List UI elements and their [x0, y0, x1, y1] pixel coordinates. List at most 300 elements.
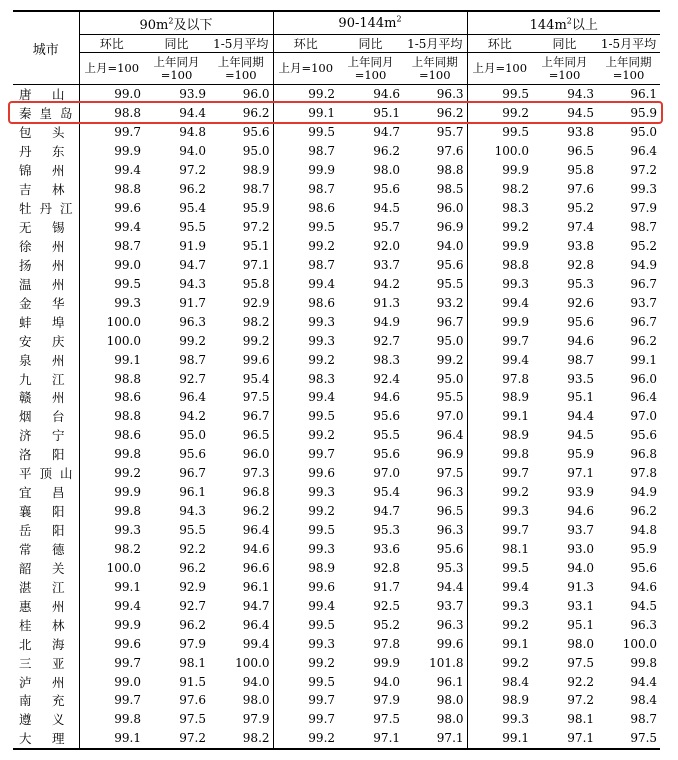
value-cell: 95.6	[630, 560, 658, 575]
value-cell: 94.9	[630, 485, 658, 500]
city-cell: 桂林	[19, 617, 65, 633]
value-cell: 97.8	[630, 466, 658, 481]
value-cell: 94.2	[373, 276, 401, 291]
value-cell: 98.9	[467, 691, 532, 710]
value-cell: 98.3	[373, 352, 401, 367]
value-cell: 92.7	[179, 371, 206, 386]
value-cell: 95.6	[373, 447, 401, 462]
value-cell: 96.4	[630, 390, 658, 405]
table-row	[13, 710, 660, 729]
value-cell: 99.4	[467, 293, 532, 312]
highlight-box	[8, 101, 663, 124]
value-cell: 91.5	[179, 674, 206, 689]
value-cell: 99.5	[467, 123, 532, 142]
value-cell: 95.0	[436, 371, 464, 386]
value-cell: 91.7	[179, 295, 206, 310]
value-cell: 97.5	[373, 712, 401, 727]
value-cell: 94.0	[436, 238, 464, 253]
value-cell: 96.4	[242, 617, 270, 632]
value-cell: 99.2	[273, 85, 338, 104]
value-cell: 96.7	[630, 276, 658, 291]
value-cell: 96.1	[630, 87, 658, 102]
value-cell: 96.3	[436, 617, 464, 632]
sub-header-cell: 环比	[79, 35, 144, 53]
value-cell: 99.5	[79, 274, 144, 293]
value-cell: 95.0	[242, 144, 270, 159]
value-cell: 95.5	[373, 428, 401, 443]
city-cell: 徐州	[19, 238, 65, 254]
value-cell: 94.8	[179, 125, 206, 140]
value-cell: 96.9	[436, 447, 464, 462]
value-cell: 97.8	[373, 636, 401, 651]
city-cell: 泸州	[19, 674, 65, 690]
value-cell: 96.3	[436, 87, 464, 102]
city-cell: 秦皇岛	[19, 106, 73, 122]
value-cell: 97.0	[630, 409, 658, 424]
city-cell: 牡丹江	[19, 201, 73, 217]
sub-header-cell: 同比	[532, 35, 597, 53]
value-cell: 98.1	[467, 540, 532, 559]
value-cell: 98.8	[436, 163, 464, 178]
value-cell: 99.7	[467, 521, 532, 540]
value-cell: 98.6	[79, 426, 144, 445]
sub-header-cell: 1-5月平均	[597, 35, 660, 53]
value-cell: 98.0	[567, 636, 595, 651]
base-header-cell	[532, 53, 597, 85]
value-cell: 96.3	[179, 314, 206, 329]
value-cell: 98.7	[242, 182, 270, 197]
value-cell: 98.2	[467, 180, 532, 199]
value-cell: 99.8	[79, 445, 144, 464]
value-cell: 93.0	[567, 541, 595, 556]
value-cell: 99.8	[467, 445, 532, 464]
value-cell: 97.9	[373, 693, 401, 708]
city-cell: 三亚	[19, 655, 65, 671]
value-cell: 92.8	[567, 257, 595, 272]
value-cell: 96.7	[436, 314, 464, 329]
base-header-cell	[467, 53, 532, 85]
value-cell: 98.1	[567, 712, 595, 727]
value-cell: 100.0	[79, 312, 144, 331]
value-cell: 97.2	[630, 163, 658, 178]
value-cell: 98.3	[273, 369, 338, 388]
table-row	[13, 407, 660, 426]
table-row	[13, 502, 660, 521]
value-cell: 97.9	[242, 712, 270, 727]
base-header-line: 上年同月	[541, 54, 588, 69]
value-cell: 97.6	[179, 693, 206, 708]
city-cell: 平顶山	[19, 466, 73, 482]
value-cell: 92.2	[179, 541, 206, 556]
city-cell: 湛江	[19, 579, 65, 595]
value-cell: 94.7	[373, 504, 401, 519]
city-cell: 金华	[19, 295, 65, 311]
value-cell: 97.1	[532, 729, 597, 749]
value-cell: 99.2	[467, 218, 532, 237]
value-cell: 95.8	[242, 276, 270, 291]
value-cell: 99.9	[467, 237, 532, 256]
value-cell: 99.9	[79, 615, 144, 634]
value-cell: 94.5	[373, 201, 401, 216]
value-cell: 99.7	[467, 464, 532, 483]
value-cell: 93.2	[436, 295, 464, 310]
city-cell: 扬州	[19, 257, 65, 273]
base-header-line: 上年同月	[153, 54, 200, 69]
value-cell: 93.7	[373, 257, 401, 272]
city-cell: 岳阳	[19, 523, 65, 539]
value-cell: 97.2	[144, 729, 209, 749]
table-row	[13, 331, 660, 350]
value-cell: 94.0	[179, 144, 206, 159]
value-cell: 95.3	[567, 276, 595, 291]
table-row	[13, 672, 660, 691]
value-cell: 94.0	[567, 560, 595, 575]
value-cell: 96.7	[179, 466, 206, 481]
value-cell: 94.7	[179, 257, 206, 272]
value-cell: 96.3	[436, 485, 464, 500]
value-cell: 99.3	[79, 293, 144, 312]
value-cell: 99.3	[467, 502, 532, 521]
value-cell: 92.8	[373, 560, 401, 575]
value-cell: 95.9	[630, 541, 658, 556]
value-cell: 99.1	[273, 104, 338, 123]
value-cell: 96.2	[179, 182, 206, 197]
value-cell: 100.0	[467, 142, 532, 161]
value-cell: 99.3	[467, 710, 532, 729]
value-cell: 96.2	[179, 617, 206, 632]
value-cell: 99.2	[436, 352, 464, 367]
city-cell: 遵义	[19, 712, 65, 728]
value-cell: 95.5	[179, 220, 206, 235]
group-header-medium: $90-144m^2$	[273, 11, 467, 35]
value-cell: 95.6	[630, 428, 658, 443]
value-cell: 96.2	[630, 504, 658, 519]
table-row	[13, 123, 660, 142]
value-cell: 91.3	[567, 579, 595, 594]
city-cell: 北海	[19, 636, 65, 652]
value-cell: 97.2	[179, 163, 206, 178]
base-header-cell	[209, 53, 273, 85]
value-cell: 99.4	[273, 388, 338, 407]
base-header-cell	[79, 53, 144, 85]
value-cell: 99.4	[467, 577, 532, 596]
value-cell: 99.4	[79, 596, 144, 615]
base-header-cell	[338, 53, 403, 85]
value-cell: 98.7	[273, 255, 338, 274]
value-cell: 94.6	[373, 390, 401, 405]
value-cell: 99.9	[79, 142, 144, 161]
city-cell: 九江	[19, 371, 65, 387]
table-body	[13, 85, 660, 749]
value-cell: 95.0	[630, 125, 658, 140]
value-cell: 96.1	[436, 674, 464, 689]
value-cell: 94.7	[373, 125, 401, 140]
value-cell: 94.6	[242, 541, 270, 556]
city-cell: 烟台	[19, 409, 65, 425]
city-cell: 韶关	[19, 560, 65, 576]
value-cell: 97.1	[567, 466, 595, 481]
value-cell: 97.9	[179, 636, 206, 651]
value-cell: 96.8	[242, 485, 270, 500]
value-cell: 99.2	[273, 237, 338, 256]
value-cell: 98.3	[467, 199, 532, 218]
value-cell: 97.2	[567, 693, 595, 708]
city-cell: 蚌埠	[19, 314, 65, 330]
group-header-small: $90m^2$及以下	[79, 11, 273, 35]
table-row	[13, 180, 660, 199]
value-cell: 98.1	[179, 655, 206, 670]
value-cell: 98.5	[436, 182, 464, 197]
value-cell: 91.7	[373, 579, 401, 594]
value-cell: 93.6	[373, 541, 401, 556]
value-cell: 98.9	[242, 163, 270, 178]
value-cell: 96.3	[630, 617, 658, 632]
value-cell: 99.9	[79, 483, 144, 502]
city-cell: 唐山	[19, 87, 65, 103]
value-cell: 94.4	[179, 106, 206, 121]
base-header-line: =100	[548, 67, 581, 82]
table-row	[13, 691, 660, 710]
value-cell: 97.0	[436, 409, 464, 424]
value-cell: 96.4	[436, 428, 464, 443]
table-row	[13, 464, 660, 483]
base-header-line: =100	[418, 67, 451, 82]
value-cell: 98.7	[273, 180, 338, 199]
value-cell: 97.2	[242, 220, 270, 235]
table-row	[13, 426, 660, 445]
value-cell: 93.1	[567, 598, 595, 613]
value-cell: 99.2	[273, 350, 338, 369]
value-cell: 99.3	[467, 596, 532, 615]
city-cell: 吉林	[19, 182, 65, 198]
city-cell: 南充	[19, 693, 65, 709]
value-cell: 99.1	[79, 577, 144, 596]
value-cell: 99.1	[467, 729, 532, 749]
base-header-line: 上年同期	[217, 54, 264, 69]
base-header-line: 上月=100	[84, 61, 140, 75]
value-cell: 100.0	[622, 636, 658, 651]
value-cell: 99.6	[273, 577, 338, 596]
value-cell: 98.2	[79, 540, 144, 559]
city-cell: 赣州	[19, 390, 65, 406]
value-cell: 98.4	[467, 672, 532, 691]
base-header-line: =100	[224, 67, 257, 82]
value-cell: 96.7	[242, 409, 270, 424]
value-cell: 98.9	[467, 388, 532, 407]
sub-header-cell: 同比	[338, 35, 403, 53]
value-cell: 99.2	[467, 615, 532, 634]
base-header-row	[13, 53, 660, 85]
value-cell: 99.8	[79, 710, 144, 729]
value-cell: 99.2	[273, 729, 338, 749]
value-cell: 99.1	[467, 634, 532, 653]
city-cell: 包头	[19, 125, 65, 141]
value-cell: 94.9	[630, 257, 658, 272]
value-cell: 98.7	[273, 142, 338, 161]
table-row	[13, 445, 660, 464]
value-cell: 98.7	[179, 352, 206, 367]
value-cell: 98.9	[273, 558, 338, 577]
table-row	[13, 274, 660, 293]
city-cell: 济宁	[19, 428, 65, 444]
value-cell: 99.2	[79, 464, 144, 483]
value-cell: 97.6	[436, 144, 464, 159]
value-cell: 99.4	[273, 274, 338, 293]
value-cell: 99.6	[273, 464, 338, 483]
value-cell: 99.2	[273, 502, 338, 521]
value-cell: 99.9	[273, 161, 338, 180]
value-cell: 95.5	[436, 390, 464, 405]
value-cell: 97.0	[373, 466, 401, 481]
value-cell: 99.3	[273, 540, 338, 559]
value-cell: 95.6	[436, 257, 464, 272]
value-cell: 94.6	[373, 87, 401, 102]
value-cell: 96.2	[242, 106, 270, 121]
table-row	[13, 388, 660, 407]
value-cell: 99.6	[79, 634, 144, 653]
value-cell: 95.9	[242, 201, 270, 216]
value-cell: 97.5	[567, 655, 595, 670]
value-cell: 99.3	[273, 634, 338, 653]
value-cell: 95.0	[436, 333, 464, 348]
value-cell: 97.5	[436, 466, 464, 481]
sub-header-cell: 同比	[144, 35, 209, 53]
city-cell: 丹东	[19, 144, 65, 160]
value-cell: 98.8	[467, 255, 532, 274]
value-cell: 99.7	[273, 710, 338, 729]
table-row	[13, 369, 660, 388]
value-cell: 95.9	[630, 106, 658, 121]
value-cell: 95.4	[179, 201, 206, 216]
value-cell: 99.2	[242, 333, 270, 348]
table-row	[13, 218, 660, 237]
value-cell: 95.1	[567, 390, 595, 405]
value-cell: 98.0	[242, 693, 270, 708]
value-cell: 99.4	[273, 596, 338, 615]
city-cell: 常德	[19, 541, 65, 557]
value-cell: 96.8	[630, 447, 658, 462]
value-cell: 96.2	[179, 560, 206, 575]
value-cell: 98.2	[242, 314, 270, 329]
table-row	[13, 161, 660, 180]
base-header-line: 上年同期	[411, 54, 458, 69]
value-cell: 92.2	[567, 674, 595, 689]
value-cell: 92.7	[373, 333, 401, 348]
city-cell: 温州	[19, 276, 65, 292]
value-cell: 95.2	[567, 201, 595, 216]
city-cell: 惠州	[19, 598, 65, 614]
value-cell: 99.7	[273, 691, 338, 710]
value-cell: 93.7	[630, 295, 658, 310]
value-cell: 99.8	[630, 655, 658, 670]
value-cell: 95.5	[179, 523, 206, 538]
value-cell: 97.6	[567, 182, 595, 197]
value-cell: 95.5	[436, 276, 464, 291]
value-cell: 91.3	[373, 295, 401, 310]
table-row	[13, 199, 660, 218]
value-cell: 96.2	[436, 106, 464, 121]
value-cell: 99.9	[373, 655, 401, 670]
city-cell: 洛阳	[19, 447, 65, 463]
value-cell: 98.7	[567, 352, 595, 367]
value-cell: 99.3	[630, 182, 658, 197]
table-row	[13, 521, 660, 540]
value-cell: 98.8	[79, 104, 144, 123]
city-cell: 襄阳	[19, 504, 65, 520]
value-cell: 98.2	[209, 729, 273, 749]
city-column-header: 城市	[13, 11, 79, 85]
table-row	[13, 312, 660, 331]
value-cell: 96.6	[242, 560, 270, 575]
value-cell: 99.0	[79, 672, 144, 691]
table-row	[13, 255, 660, 274]
city-cell: 安庆	[19, 333, 65, 349]
value-cell: 99.8	[79, 502, 144, 521]
value-cell: 96.2	[242, 504, 270, 519]
value-cell: 99.6	[436, 636, 464, 651]
value-cell: 99.3	[79, 521, 144, 540]
value-cell: 96.2	[373, 144, 401, 159]
value-cell: 95.6	[373, 182, 401, 197]
value-cell: 99.1	[467, 407, 532, 426]
value-cell: 96.5	[242, 428, 270, 443]
table-row	[13, 142, 660, 161]
value-cell: 95.2	[373, 617, 401, 632]
value-cell: 98.7	[79, 237, 144, 256]
value-cell: 99.2	[179, 333, 206, 348]
value-cell: 94.5	[567, 428, 595, 443]
value-cell: 99.9	[467, 312, 532, 331]
value-cell: 99.5	[467, 558, 532, 577]
value-cell: 97.1	[338, 729, 403, 749]
value-cell: 95.7	[373, 220, 401, 235]
value-cell: 99.7	[79, 123, 144, 142]
sub-header-row	[13, 35, 660, 53]
value-cell: 96.9	[436, 220, 464, 235]
value-cell: 94.5	[630, 598, 658, 613]
value-cell: 99.7	[79, 691, 144, 710]
value-cell: 93.8	[567, 238, 595, 253]
value-cell: 95.4	[242, 371, 270, 386]
value-cell: 97.5	[179, 712, 206, 727]
city-cell: 锦州	[19, 163, 65, 179]
value-cell: 97.3	[242, 466, 270, 481]
value-cell: 96.5	[567, 144, 595, 159]
sub-header-cell: 环比	[273, 35, 338, 53]
value-cell: 95.6	[373, 409, 401, 424]
table-row	[13, 729, 660, 749]
value-cell: 96.4	[630, 144, 658, 159]
value-cell: 98.6	[273, 199, 338, 218]
value-cell: 99.0	[79, 85, 144, 104]
value-cell: 99.3	[273, 483, 338, 502]
value-cell: 94.4	[630, 674, 658, 689]
value-cell: 99.3	[467, 274, 532, 293]
table-row	[13, 237, 660, 256]
base-header-line: 上年同期	[605, 54, 652, 69]
value-cell: 97.5	[597, 729, 660, 749]
value-cell: 98.8	[79, 369, 144, 388]
city-cell: 泉州	[19, 352, 65, 368]
value-cell: 99.7	[79, 653, 144, 672]
value-cell: 93.9	[179, 87, 206, 102]
value-cell: 99.3	[273, 312, 338, 331]
table-row	[13, 558, 660, 577]
value-cell: 99.2	[273, 426, 338, 445]
table-row	[13, 596, 660, 615]
value-cell: 98.8	[79, 180, 144, 199]
value-cell: 99.5	[273, 615, 338, 634]
